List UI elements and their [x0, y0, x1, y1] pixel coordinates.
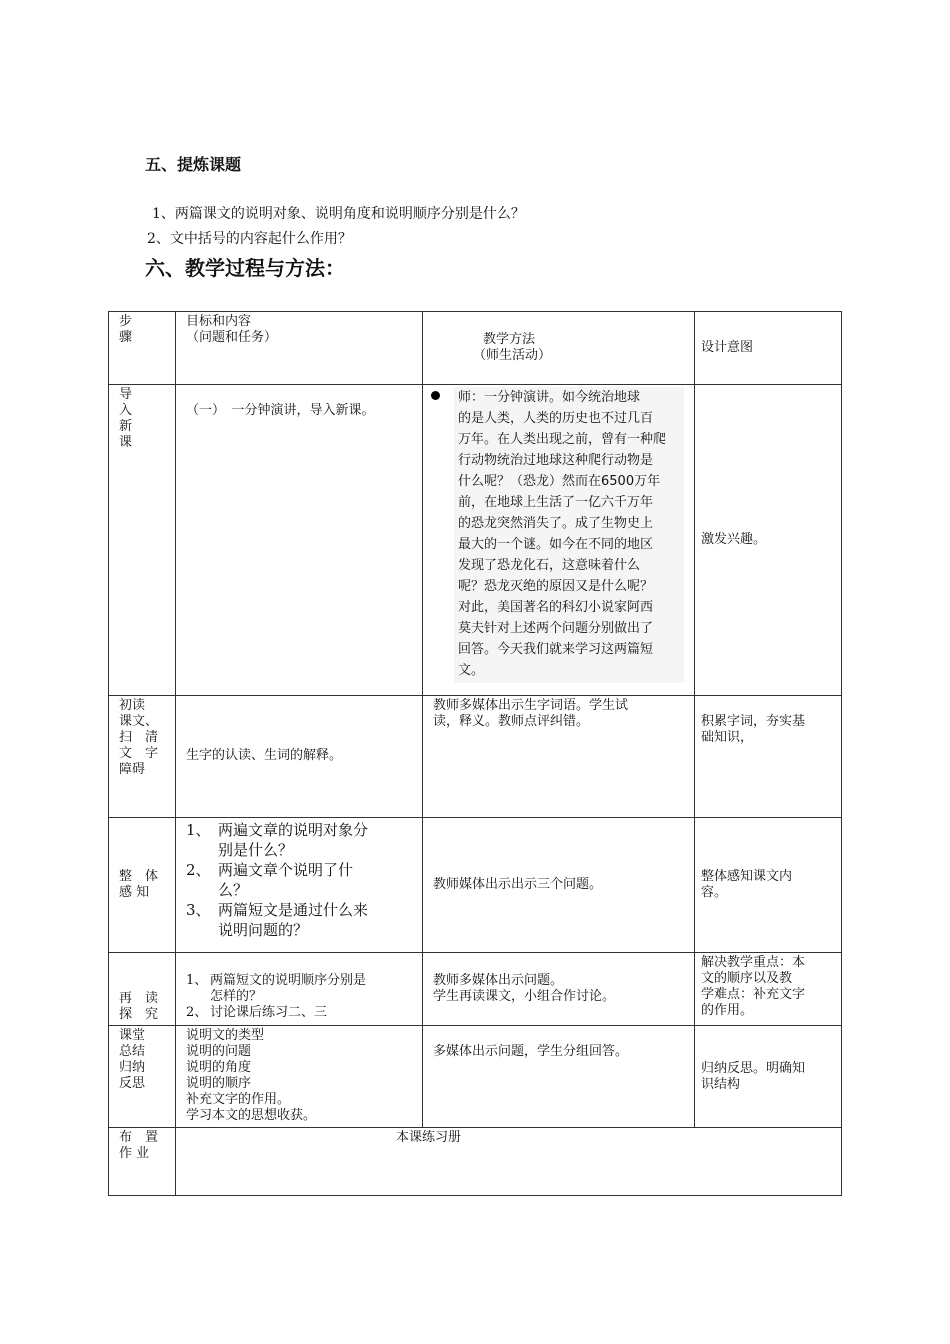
teaching-process-table — [108, 311, 842, 1196]
list-item: 2、 讨论课后练习二、三 — [186, 1005, 328, 1020]
question-2: 2、文中括号的内容起什么作用？ — [147, 231, 352, 247]
table-row-summary — [109, 1026, 842, 1128]
goal-first-read: 生字的认读、生词的解释。 — [176, 696, 423, 818]
bullet-icon — [431, 391, 440, 400]
intro-speech: 师：一分钟演讲。如今统治地球 的是人类，人类的历史也不过几百 万年。在人类出现之前，曾有一种爬 行动物统治过地球这种爬行动物是 什么呢？（恐龙）然而在6500万年 前，在地球上生活了一亿六千万年 的恐龙突然消失了。成了生物史上 最大的一个谜。如今在不同的地区 发现了恐龙化石，这意味着什么 呢？恐龙灭绝的原因又是什么呢？ 对此，美国著名的科幻小说家阿西 莫夫针对上述两个问题分别做出了 回答。今天我们就来学习这两篇短 文。 — [454, 387, 684, 683]
intent-reread: 解决教学重点：本 文的顺序以及教 学难点：补充文字 的作用。 — [695, 953, 842, 1026]
table-row-first-read — [109, 696, 842, 818]
step-homework: 布 置 作 业 — [109, 1128, 176, 1196]
table-row-overall — [109, 818, 842, 953]
list-item: 1、 两遍文章的说明对象分 别是什么？ — [186, 821, 369, 859]
goal-reread — [176, 953, 423, 1026]
intent-summary: 归纳反思。明确知 识结构 — [695, 1026, 842, 1128]
section-5-title: 五、提炼课题 — [145, 155, 242, 174]
goal-summary: 说明文的类型 说明的问题 说明的角度 说明的顺序 补充文字的作用。 学习本文的思想收获。 — [176, 1026, 423, 1128]
header-step: 步 骤 — [109, 312, 176, 385]
method-first-read: 教师多媒体出示生字词语。学生试 读，释义。教师点评纠错。 — [423, 696, 695, 818]
goal-intro: （一） 一分钟演讲，导入新课。 — [176, 385, 423, 696]
section-6-title: 六、教学过程与方法： — [145, 256, 345, 280]
table-row-intro — [109, 385, 842, 696]
step-reread: 再 读 探 究 — [109, 953, 176, 1026]
method-intro — [423, 385, 695, 696]
table-row-homework — [109, 1128, 842, 1196]
method-summary: 多媒体出示问题，学生分组回答。 — [423, 1026, 695, 1128]
intent-overall: 整体感知课文内 容。 — [695, 818, 842, 953]
header-goal: 目标和内容 （问题和任务） — [176, 312, 423, 385]
goal-overall — [176, 818, 423, 953]
step-overall: 整 体 感 知 — [109, 818, 176, 953]
method-reread: 教师多媒体出示问题。 学生再读课文，小组合作讨论。 — [423, 953, 695, 1026]
step-summary: 课堂 总结 归纳 反思 — [109, 1026, 176, 1128]
intent-intro: 激发兴趣。 — [695, 385, 842, 696]
header-method: 教学方法 （师生活动） — [423, 312, 695, 385]
header-intent: 设计意图 — [695, 312, 842, 385]
question-1: 1、两篇课文的说明对象、说明角度和说明顺序分别是什么？ — [152, 206, 525, 222]
homework-content: 本课练习册 — [176, 1128, 842, 1196]
step-intro: 导 入 新 课 — [109, 385, 176, 696]
list-item: 3、 两篇短文是通过什么来 说明问题的？ — [186, 901, 369, 939]
list-item: 1、 两篇短文的说明顺序分别是 怎样的？ — [186, 973, 367, 1004]
table-row-reread — [109, 953, 842, 1026]
step-first-read: 初读 课文、 扫 清 文 字 障碍 — [109, 696, 176, 818]
intent-first-read: 积累字词，夯实基 础知识， — [695, 696, 842, 818]
method-overall: 教师媒体出示出示三个问题。 — [423, 818, 695, 953]
table-header-row — [109, 312, 842, 385]
list-item: 2、 两遍文章个说明了什 么？ — [186, 861, 354, 899]
